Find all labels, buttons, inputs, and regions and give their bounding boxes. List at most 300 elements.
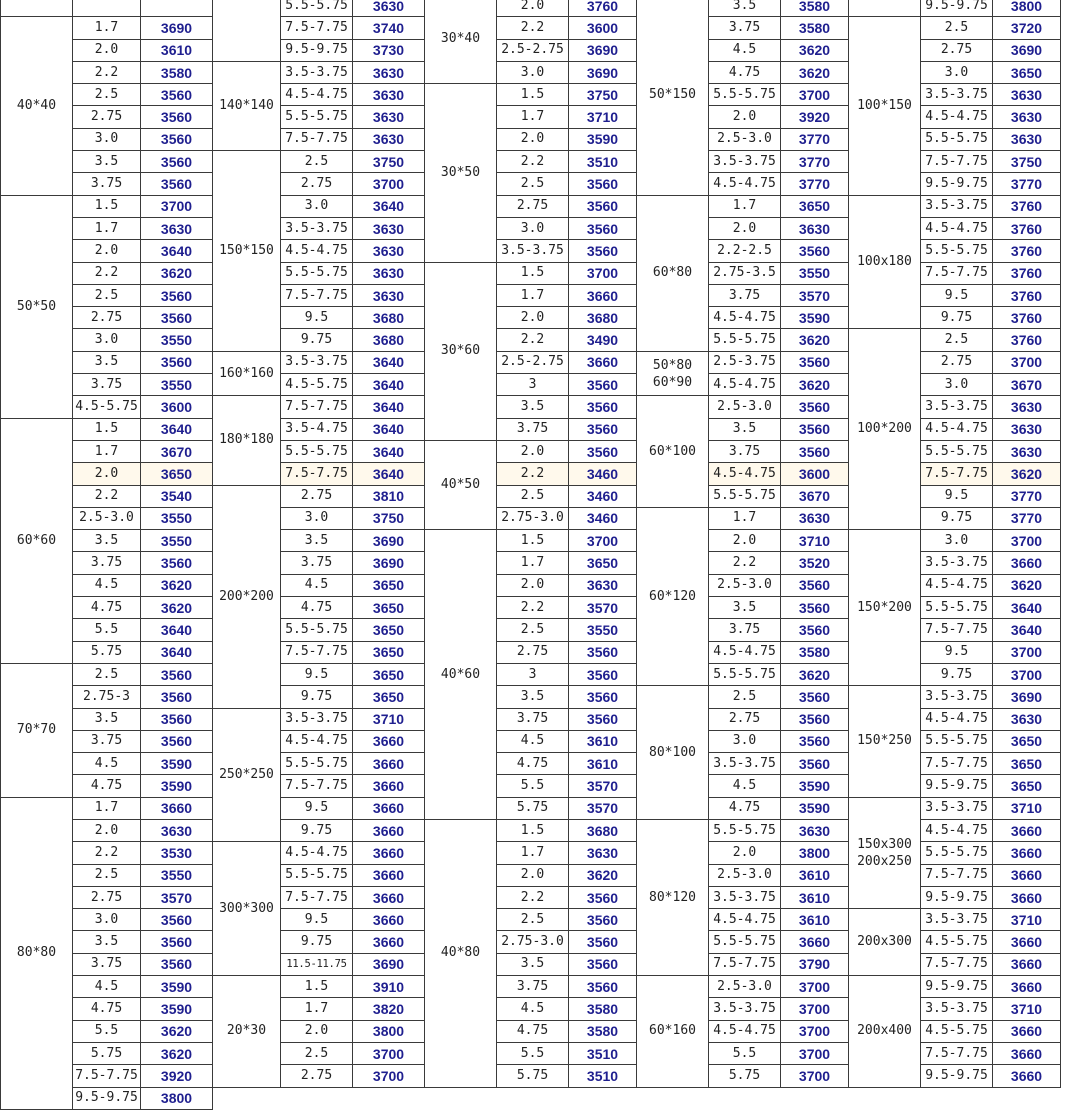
price-cell: 3560 [569, 953, 637, 975]
price-cell: 3560 [141, 730, 213, 752]
thickness-cell: 2.5-3.0 [709, 976, 781, 998]
price-cell: 3580 [141, 61, 213, 83]
price-cell: 3760 [569, 0, 637, 17]
thickness-cell: 3.0 [73, 329, 141, 351]
thickness-cell: 9.5 [921, 641, 993, 663]
price-cell: 3570 [141, 886, 213, 908]
price-cell: 3750 [569, 84, 637, 106]
price-cell: 3640 [993, 619, 1061, 641]
thickness-cell: 3.5 [497, 953, 569, 975]
size-cell: 100*150 [849, 17, 921, 195]
price-cell: 3650 [353, 686, 425, 708]
size-cell: 150*150 [213, 151, 281, 352]
thickness-cell: 4.5-4.75 [921, 708, 993, 730]
thickness-cell: 1.7 [497, 842, 569, 864]
price-cell: 3580 [781, 0, 849, 17]
thickness-cell: 3.5-3.75 [921, 909, 993, 931]
price-cell: 3690 [353, 552, 425, 574]
size-cell: 60*60 [1, 418, 73, 663]
thickness-cell: 3.5 [73, 351, 141, 373]
thickness-cell: 11.5-11.75 [281, 953, 353, 975]
thickness-cell: 3.5-3.75 [921, 552, 993, 574]
price-cell: 3640 [353, 440, 425, 462]
price-cell: 3630 [569, 574, 637, 596]
size-cell: 200x400 [849, 976, 921, 1087]
price-cell: 3710 [993, 998, 1061, 1020]
thickness-cell: 2.5 [73, 284, 141, 306]
thickness-cell: 4.75 [281, 597, 353, 619]
thickness-cell: 3.75 [709, 284, 781, 306]
price-cell: 3660 [993, 1042, 1061, 1064]
thickness-cell: 4.5-4.75 [921, 819, 993, 841]
price-cell: 3710 [993, 909, 1061, 931]
thickness-cell: 4.5-4.75 [281, 84, 353, 106]
price-cell: 3540 [141, 485, 213, 507]
price-cell: 3770 [781, 151, 849, 173]
thickness-cell: 5.5-5.75 [709, 329, 781, 351]
price-cell: 3560 [141, 284, 213, 306]
thickness-cell: 9.5-9.75 [281, 39, 353, 61]
price-cell: 3630 [353, 128, 425, 150]
price-cell: 3700 [781, 1042, 849, 1064]
thickness-cell: 3.5-3.75 [921, 998, 993, 1020]
price-cell: 3760 [993, 262, 1061, 284]
thickness-cell: 5.5 [73, 619, 141, 641]
price-cell: 3640 [141, 418, 213, 440]
price-cell: 3620 [781, 663, 849, 685]
thickness-cell: 4.5-4.75 [709, 1020, 781, 1042]
thickness-cell: 5.5-5.75 [281, 440, 353, 462]
thickness-cell: 1.7 [73, 17, 141, 39]
price-cell: 3530 [141, 842, 213, 864]
price-cell: 3660 [353, 775, 425, 797]
thickness-cell: 2.75 [709, 708, 781, 730]
thickness-cell: 2.0 [497, 440, 569, 462]
thickness-cell: 5.75 [497, 797, 569, 819]
thickness-cell: 2.2 [497, 329, 569, 351]
thickness-cell: 5.5-5.75 [281, 864, 353, 886]
thickness-cell: 5.5-5.75 [921, 440, 993, 462]
thickness-cell: 4.5-4.75 [281, 240, 353, 262]
price-cell: 3610 [781, 909, 849, 931]
thickness-cell: 1.7 [73, 440, 141, 462]
thickness-cell: 3.5-4.75 [281, 418, 353, 440]
thickness-cell: 2.75 [73, 307, 141, 329]
thickness-cell: 2.2 [73, 262, 141, 284]
thickness-cell: 9.5-9.75 [921, 976, 993, 998]
price-cell: 3700 [569, 262, 637, 284]
thickness-cell: 9.5 [281, 909, 353, 931]
thickness-cell: 9.5-9.75 [73, 1087, 141, 1109]
price-cell: 3630 [781, 507, 849, 529]
price-cell: 3640 [353, 396, 425, 418]
price-cell: 3660 [353, 797, 425, 819]
price-cell: 3700 [353, 1065, 425, 1087]
thickness-cell: 3 [497, 374, 569, 396]
price-cell: 3650 [993, 775, 1061, 797]
thickness-cell: 3.0 [281, 195, 353, 217]
price-cell: 3570 [569, 797, 637, 819]
thickness-cell: 2.5 [73, 663, 141, 685]
thickness-cell: 1.7 [709, 195, 781, 217]
table-row [1, 797, 1061, 819]
size-cell: 250*250 [213, 708, 281, 842]
thickness-cell: 3.75 [709, 17, 781, 39]
price-cell: 3660 [353, 931, 425, 953]
thickness-cell: 3.5-3.75 [921, 797, 993, 819]
table-row [1, 329, 1061, 351]
thickness-cell: 4.5-4.75 [921, 574, 993, 596]
thickness-cell: 2.0 [73, 240, 141, 262]
price-cell: 3560 [141, 931, 213, 953]
price-cell: 3670 [141, 440, 213, 462]
price-cell: 3560 [141, 151, 213, 173]
price-cell: 3680 [353, 329, 425, 351]
price-cell: 3770 [993, 485, 1061, 507]
price-cell: 3660 [353, 819, 425, 841]
thickness-cell: 4.5-4.75 [921, 418, 993, 440]
thickness-cell: 5.5-5.75 [281, 262, 353, 284]
price-cell: 3570 [569, 597, 637, 619]
price-cell: 3560 [569, 663, 637, 685]
size-cell: 100*200 [849, 329, 921, 530]
price-cell: 3620 [993, 574, 1061, 596]
thickness-cell: 5.5-5.75 [281, 753, 353, 775]
thickness-cell: 2.75 [497, 195, 569, 217]
thickness-cell: 3.75 [497, 708, 569, 730]
thickness-cell: 3.5-3.75 [921, 84, 993, 106]
thickness-cell: 2.75-3.0 [497, 931, 569, 953]
price-cell: 3590 [141, 976, 213, 998]
price-cell: 3690 [569, 61, 637, 83]
thickness-cell: 5.5-5.75 [921, 128, 993, 150]
size-cell: 200x300 [849, 909, 921, 976]
price-cell: 3560 [141, 686, 213, 708]
thickness-cell: 5.5-5.75 [709, 819, 781, 841]
price-cell: 3630 [353, 240, 425, 262]
thickness-cell: 3.5-3.75 [709, 886, 781, 908]
price-cell: 3560 [569, 240, 637, 262]
thickness-cell: 7.5-7.75 [921, 953, 993, 975]
price-cell: 3660 [993, 819, 1061, 841]
price-cell: 3750 [353, 151, 425, 173]
price-cell: 3800 [353, 1020, 425, 1042]
thickness-cell: 5.5-5.75 [921, 597, 993, 619]
thickness-cell: 2.5-3.0 [73, 507, 141, 529]
thickness-cell: 1.5 [497, 530, 569, 552]
size-cell: 20*30 [213, 976, 281, 1087]
thickness-cell: 2.75 [921, 351, 993, 373]
thickness-cell: 1.7 [73, 217, 141, 239]
price-cell: 3620 [141, 262, 213, 284]
price-cell: 3700 [993, 530, 1061, 552]
price-cell: 3640 [353, 418, 425, 440]
thickness-cell: 3.0 [921, 374, 993, 396]
price-cell: 3580 [781, 17, 849, 39]
price-cell: 3560 [569, 641, 637, 663]
price-cell: 3700 [781, 1065, 849, 1087]
thickness-cell: 7.5-7.75 [281, 463, 353, 485]
price-cell: 3660 [353, 864, 425, 886]
price-cell: 3560 [141, 351, 213, 373]
price-cell: 3560 [569, 931, 637, 953]
size-cell: 30*40 [425, 0, 497, 84]
thickness-cell: 4.5 [497, 730, 569, 752]
price-cell: 3550 [141, 864, 213, 886]
price-cell: 3690 [353, 530, 425, 552]
thickness-cell: 2.2 [497, 151, 569, 173]
thickness-cell: 3.5 [73, 931, 141, 953]
thickness-cell: 9.75 [921, 307, 993, 329]
thickness-cell: 2.75 [921, 39, 993, 61]
price-cell: 3560 [781, 597, 849, 619]
thickness-cell: 7.5-7.75 [73, 1065, 141, 1087]
price-cell: 3820 [353, 998, 425, 1020]
price-cell: 3650 [993, 61, 1061, 83]
price-cell: 3560 [569, 909, 637, 931]
price-cell: 3770 [993, 507, 1061, 529]
thickness-cell: 4.75 [709, 61, 781, 83]
price-cell: 3810 [353, 485, 425, 507]
thickness-cell: 7.5-7.75 [281, 17, 353, 39]
price-cell: 3560 [569, 217, 637, 239]
price-cell: 3560 [781, 619, 849, 641]
size-cell: 40*40 [1, 17, 73, 195]
price-cell: 3560 [781, 351, 849, 373]
thickness-cell: 2.5 [497, 485, 569, 507]
size-cell: 60*120 [637, 507, 709, 685]
price-cell: 3760 [993, 217, 1061, 239]
price-cell: 3560 [141, 307, 213, 329]
price-cell: 3590 [781, 797, 849, 819]
thickness-cell: 2.0 [497, 864, 569, 886]
price-cell: 3630 [353, 0, 425, 17]
price-cell: 3760 [993, 240, 1061, 262]
thickness-cell: 7.5-7.75 [281, 775, 353, 797]
size-cell: 80*80 [1, 797, 73, 1109]
thickness-cell: 2.5 [281, 1042, 353, 1064]
price-cell: 3620 [781, 329, 849, 351]
thickness-cell: 5.5 [497, 1042, 569, 1064]
price-cell: 3770 [781, 128, 849, 150]
thickness-cell: 9.75 [921, 507, 993, 529]
thickness-cell: 9.5 [921, 485, 993, 507]
price-cell: 3650 [353, 574, 425, 596]
thickness-cell: 2.2 [497, 17, 569, 39]
thickness-cell: 3.75 [709, 440, 781, 462]
price-cell: 3560 [141, 173, 213, 195]
thickness-cell: 2.5-2.75 [497, 39, 569, 61]
price-cell: 3560 [781, 440, 849, 462]
price-cell: 3760 [993, 329, 1061, 351]
size-cell: 50*50 [1, 195, 73, 418]
size-cell [849, 0, 921, 17]
size-cell: 50*80 60*90 [637, 351, 709, 396]
thickness-cell: 2.5 [73, 864, 141, 886]
price-cell: 3700 [993, 351, 1061, 373]
thickness-cell: 3.5 [497, 396, 569, 418]
thickness-cell: 3.5 [709, 418, 781, 440]
thickness-cell: 2.75 [281, 485, 353, 507]
thickness-cell: 2.5-3.0 [709, 396, 781, 418]
price-cell: 3700 [781, 976, 849, 998]
table-row [1, 195, 1061, 217]
thickness-cell: 3.0 [73, 909, 141, 931]
thickness-cell: 2.75-3.5 [709, 262, 781, 284]
thickness-cell: 3.0 [281, 507, 353, 529]
thickness-cell: 9.5-9.75 [921, 173, 993, 195]
price-cell: 3620 [993, 463, 1061, 485]
thickness-cell: 5.75 [73, 641, 141, 663]
thickness-cell: 2.75 [281, 173, 353, 195]
price-cell: 3560 [781, 708, 849, 730]
price-cell: 3620 [141, 1042, 213, 1064]
size-cell: 40*50 [425, 440, 497, 529]
size-cell: 150*200 [849, 530, 921, 686]
thickness-cell: 5.5-5.75 [709, 931, 781, 953]
price-cell: 3700 [141, 195, 213, 217]
thickness-cell: 4.75 [497, 1020, 569, 1042]
thickness-cell: 3.5-3.75 [281, 61, 353, 83]
price-cell: 3760 [993, 195, 1061, 217]
price-cell: 3630 [353, 284, 425, 306]
price-cell: 3680 [353, 307, 425, 329]
size-cell: 50*150 [637, 0, 709, 195]
thickness-cell: 3.5-3.75 [709, 753, 781, 775]
thickness-cell: 9.5-9.75 [921, 886, 993, 908]
thickness-cell: 4.5-5.75 [921, 931, 993, 953]
thickness-cell: 1.7 [281, 998, 353, 1020]
thickness-cell: 3.5-3.75 [921, 396, 993, 418]
price-cell: 3770 [781, 173, 849, 195]
price-cell: 3550 [141, 374, 213, 396]
thickness-cell: 4.75 [73, 998, 141, 1020]
size-cell [213, 0, 281, 61]
price-cell: 3700 [993, 663, 1061, 685]
price-cell: 3560 [141, 663, 213, 685]
thickness-cell: 4.5 [73, 753, 141, 775]
size-cell: 100x180 [849, 195, 921, 329]
price-cell: 3700 [353, 1042, 425, 1064]
price-cell: 3550 [781, 262, 849, 284]
thickness-cell: 3.0 [921, 61, 993, 83]
thickness-cell: 7.5-7.75 [921, 753, 993, 775]
thickness-cell: 2.5-3.0 [709, 574, 781, 596]
price-cell: 3710 [569, 106, 637, 128]
price-cell: 3760 [993, 307, 1061, 329]
price-cell: 3660 [993, 953, 1061, 975]
price-cell: 3710 [353, 708, 425, 730]
price-cell: 3650 [353, 641, 425, 663]
thickness-cell: 1.5 [497, 262, 569, 284]
thickness-cell: 3.75 [73, 953, 141, 975]
thickness-cell: 5.5 [709, 1042, 781, 1064]
price-cell: 3520 [781, 552, 849, 574]
thickness-cell: 4.5-4.75 [921, 217, 993, 239]
thickness-cell: 9.5 [921, 284, 993, 306]
thickness-cell: 3.0 [497, 217, 569, 239]
price-cell: 3560 [569, 173, 637, 195]
thickness-cell: 3.5 [497, 686, 569, 708]
thickness-cell: 4.5-5.75 [73, 396, 141, 418]
price-cell: 3700 [993, 641, 1061, 663]
price-cell: 3580 [781, 641, 849, 663]
price-cell: 3510 [569, 1042, 637, 1064]
thickness-cell: 2.0 [709, 106, 781, 128]
thickness-cell: 5.5-5.75 [281, 0, 353, 17]
price-cell: 3560 [569, 686, 637, 708]
price-cell: 3610 [781, 864, 849, 886]
price-cell: 3630 [993, 440, 1061, 462]
thickness-cell: 4.5-4.75 [709, 641, 781, 663]
price-cell: 3610 [781, 886, 849, 908]
thickness-cell: 7.5-7.75 [921, 864, 993, 886]
price-cell: 3620 [141, 574, 213, 596]
thickness-cell: 3 [497, 663, 569, 685]
price-cell: 3560 [569, 418, 637, 440]
thickness-cell: 4.5-4.75 [281, 842, 353, 864]
size-cell: 200*200 [213, 485, 281, 708]
price-cell: 3560 [781, 396, 849, 418]
thickness-cell: 2.5-3.0 [709, 128, 781, 150]
thickness-cell: 2.2 [73, 842, 141, 864]
thickness-cell: 4.75 [73, 597, 141, 619]
thickness-cell: 1.7 [709, 507, 781, 529]
price-cell: 3650 [569, 552, 637, 574]
thickness-cell: 2.0 [497, 307, 569, 329]
thickness-cell: 1.7 [497, 552, 569, 574]
thickness-cell: 2.2-2.5 [709, 240, 781, 262]
thickness-cell: 4.75 [497, 753, 569, 775]
price-cell: 3630 [141, 217, 213, 239]
thickness-cell: 1.5 [281, 976, 353, 998]
thickness-cell: 4.75 [709, 797, 781, 819]
price-cell: 3560 [141, 953, 213, 975]
size-cell: 60*100 [637, 396, 709, 507]
price-cell: 3560 [569, 396, 637, 418]
price-cell: 3560 [569, 440, 637, 462]
thickness-cell: 2.0 [281, 1020, 353, 1042]
size-cell: 300*300 [213, 842, 281, 976]
price-cell: 3660 [353, 842, 425, 864]
price-cell: 3660 [569, 284, 637, 306]
price-cell: 3690 [353, 953, 425, 975]
price-cell: 3630 [781, 819, 849, 841]
price-cell: 3700 [569, 530, 637, 552]
price-cell: 3560 [569, 976, 637, 998]
price-cell: 3580 [569, 998, 637, 1020]
thickness-cell: 9.75 [281, 819, 353, 841]
thickness-cell: 1.5 [497, 819, 569, 841]
price-cell: 3650 [781, 195, 849, 217]
thickness-cell: 5.5 [497, 775, 569, 797]
price-cell: 3460 [569, 507, 637, 529]
price-cell: 3640 [353, 463, 425, 485]
price-cell: 3650 [353, 597, 425, 619]
thickness-cell: 4.5-4.75 [921, 106, 993, 128]
price-cell: 3600 [141, 396, 213, 418]
thickness-cell: 1.7 [497, 284, 569, 306]
size-cell [1, 0, 73, 17]
price-cell: 3650 [141, 463, 213, 485]
thickness-cell: 7.5-7.75 [921, 619, 993, 641]
thickness-cell: 2.5 [709, 686, 781, 708]
thickness-cell: 7.5-7.75 [281, 128, 353, 150]
price-cell: 3660 [141, 797, 213, 819]
size-cell: 30*60 [425, 262, 497, 440]
thickness-cell: 3.5 [73, 151, 141, 173]
price-cell: 3630 [993, 708, 1061, 730]
